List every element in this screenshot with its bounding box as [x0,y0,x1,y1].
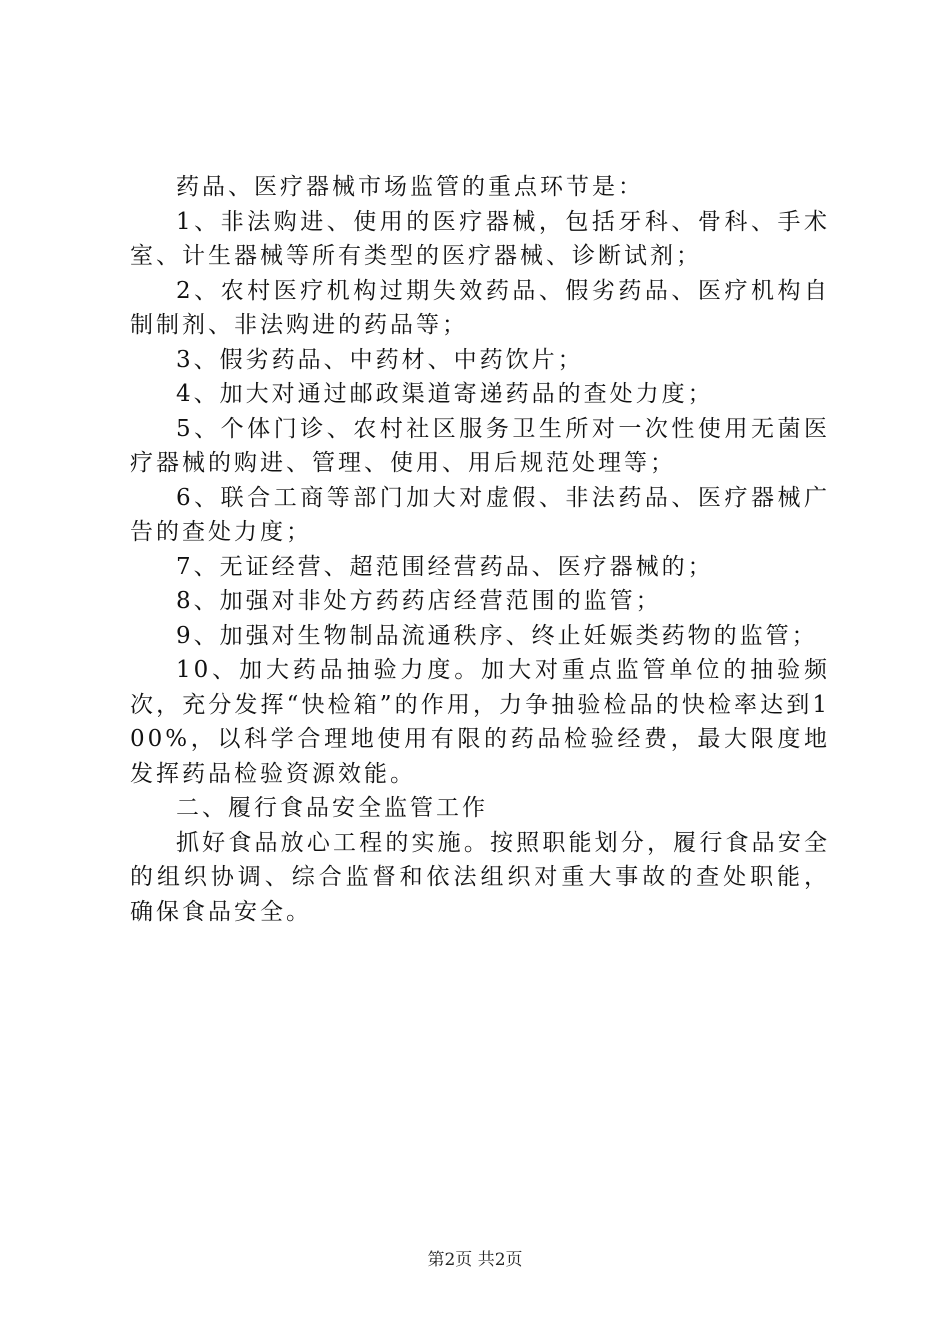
paragraph-food-safety: 抓好食品放心工程的实施。按照职能划分，履行食品安全的组织协调、综合监督和依法组织对重大事故的查处职能，确保食品安全。 [130,829,830,925]
paragraph-item-5: 5、个体门诊、农村社区服务卫生所对一次性使用无菌医疗器械的购进、管理、使用、用后规范处理等； [130,415,830,476]
section-heading: 二、履行食品安全监管工作 [176,795,488,821]
paragraph-item-7: 7、无证经营、超范围经营药品、医疗器械的； [176,553,714,580]
document-body [130,170,830,929]
paragraph-item-10: 10、加大药品抽验力度。加大对重点监管单位的抽验频次，充分发挥“快检箱”的作用，力争抽验检品的快检率达到100%，以科学合理地使用有限的药品检验经费，最大限度地发挥药品检验资源效能。 [130,657,830,787]
paragraph-item-4: 4、加大对通过邮政渠道寄递药品的查处力度； [176,381,714,407]
paragraph-item-9: 9、加强对生物制品流通秩序、终止妊娠类药物的监管； [176,622,818,649]
paragraph-item-3: 3、假劣药品、中药材、中药饮片； [176,346,584,373]
paragraph-item-2: 2、农村医疗机构过期失效药品、假劣药品、医疗机构自制制剂、非法购进的药品等； [130,277,830,338]
page-number-footer: 第2页 共2页 [427,1250,523,1270]
paragraph-item-1: 1、非法购进、使用的医疗器械，包括牙科、骨科、手术室、计生器械等所有类型的医疗器械、诊断试剂； [130,208,830,269]
paragraph-intro: 药品、医疗器械市场监管的重点环节是： [176,174,644,200]
paragraph-item-8: 8、加强对非处方药药店经营范围的监管； [176,588,662,614]
paragraph-item-6: 6、联合工商等部门加大对虚假、非法药品、医疗器械广告的查处力度； [130,484,830,545]
